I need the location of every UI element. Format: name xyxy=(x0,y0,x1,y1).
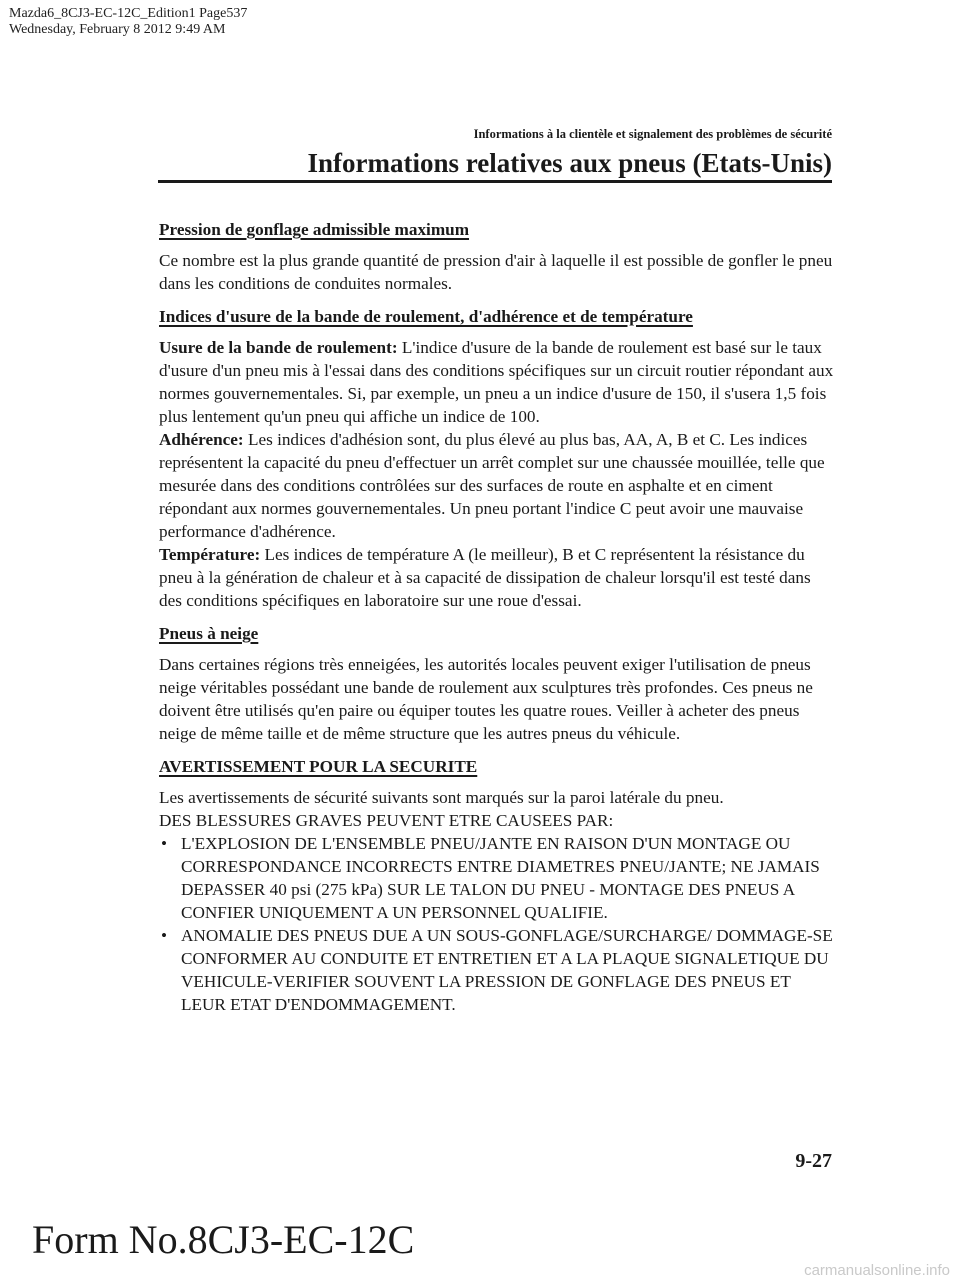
list-item-text: ANOMALIE DES PNEUS DUE A UN SOUS-GONFLAGE/SURCHARGE/ DOMMAGE-SE CONFORMER AU CONDUITE ET ENTRETIEN ET A LA PLAQUE SIGNALETIQUE DU VEHICULE-VERIFIER SOUVENT LA PRESSION DE GONFLAGE DES PNEUS ET LEUR ETAT D'ENDOMMAGEMENT. xyxy=(181,926,833,1014)
print-stamp-line: Wednesday, February 8 2012 9:49 AM xyxy=(9,22,226,37)
definition-treadwear: L'indice d'usure de la bande de roulement est basé sur le taux d'usure d'un pneu mis à l'essai dans des conditions spécifiques sur un circuit routier répondant aux normes gouvernementales. Si, par exemple, un pneu a un indice d'usure de 150, il s'usera 1,5 fois plus lentement qu'un pneu qui affiche un indice de 100. xyxy=(159,338,834,426)
watermark: carmanualsonline.info xyxy=(804,1262,950,1279)
paragraph-pressure: Ce nombre est la plus grande quantité de pression d'air à laquelle il est possible de gonfler le pneu dans les conditions de conduites normales. xyxy=(159,251,833,293)
paragraph-treadwear xyxy=(159,336,835,428)
term-traction: Adhérence: xyxy=(159,430,244,449)
warning-caption: DES BLESSURES GRAVES PEUVENT ETRE CAUSEES PAR: xyxy=(159,811,614,830)
definition-temperature: Les indices de température A (le meilleur), B et C représentent la résistance du pneu à la génération de chaleur et à sa capacité de dissipation de chaleur lorsqu'il est testé dans des conditions spécifiques en laboratoire sur une roue d'essai. xyxy=(159,545,811,610)
bullet-icon: • xyxy=(161,834,168,853)
chapter-name: Informations à la clientèle et signalement des problèmes de sécurité xyxy=(473,127,832,141)
section-heading-grades: Indices d'usure de la bande de roulement, d'adhérence et de température xyxy=(159,307,693,326)
print-stamp xyxy=(9,6,247,38)
print-stamp-line: Mazda6_8CJ3-EC-12C_Edition1 Page537 xyxy=(9,6,248,21)
definition-traction: Les indices d'adhésion sont, du plus élevé au plus bas, AA, A, B et C. Les indices représentent la capacité du pneu d'effectuer un arrêt complet sur une chaussée mouillée, telle que mesurée dans des conditions contrôlées sur des surfaces de route en asphalte et en ciment répondant aux normes gouvernementales. Un pneu portant l'indice C peut avoir une mauvaise performance d'adhérence. xyxy=(159,430,825,541)
section-heading-snow: Pneus à neige xyxy=(159,624,259,643)
chapter-header xyxy=(307,126,832,180)
warning-list xyxy=(159,832,835,1016)
bullet-icon: • xyxy=(161,926,168,945)
paragraph-snow: Dans certaines régions très enneigées, les autorités locales peuvent exiger l'utilisation de pneus neige véritables possédant une bande de roulement aux sculptures très profondes. Ces pneus ne doivent être utilisés qu'en paire ou équiper toutes les quatre roues. Veiller à acheter des pneus neige de même taille et de même structure que les autres pneus du véhicule. xyxy=(159,655,813,743)
list-item xyxy=(159,924,835,1016)
page-content xyxy=(159,218,835,1016)
term-temperature: Température: xyxy=(159,545,261,564)
page-number: 9-27 xyxy=(795,1150,832,1172)
list-item-text: L'EXPLOSION DE L'ENSEMBLE PNEU/JANTE EN RAISON D'UN MONTAGE OU CORRESPONDANCE INCORRECTS ENTRE DIAMETRES PNEU/JANTE; NE JAMAIS DEPASSER 40 psi (275 kPa) SUR LE TALON DU PNEU - MONTAGE DES PNEUS A CONFIER UNIQUEMENT A UN PERSONNEL QUALIFIE. xyxy=(181,834,820,922)
warning-intro: Les avertissements de sécurité suivants sont marqués sur la paroi latérale du pneu. xyxy=(159,788,724,807)
form-number: Form No.8CJ3-EC-12C xyxy=(32,1217,415,1262)
paragraph-temperature xyxy=(159,543,835,612)
page-title: Informations relatives aux pneus (Etats-Unis) xyxy=(307,148,832,178)
section-heading-pressure: Pression de gonflage admissible maximum xyxy=(159,220,470,239)
header-divider xyxy=(158,180,832,183)
term-treadwear: Usure de la bande de roulement: xyxy=(159,338,398,357)
list-item xyxy=(159,832,835,924)
paragraph-traction xyxy=(159,428,835,543)
section-heading-warning: AVERTISSEMENT POUR LA SECURITE xyxy=(159,757,478,776)
